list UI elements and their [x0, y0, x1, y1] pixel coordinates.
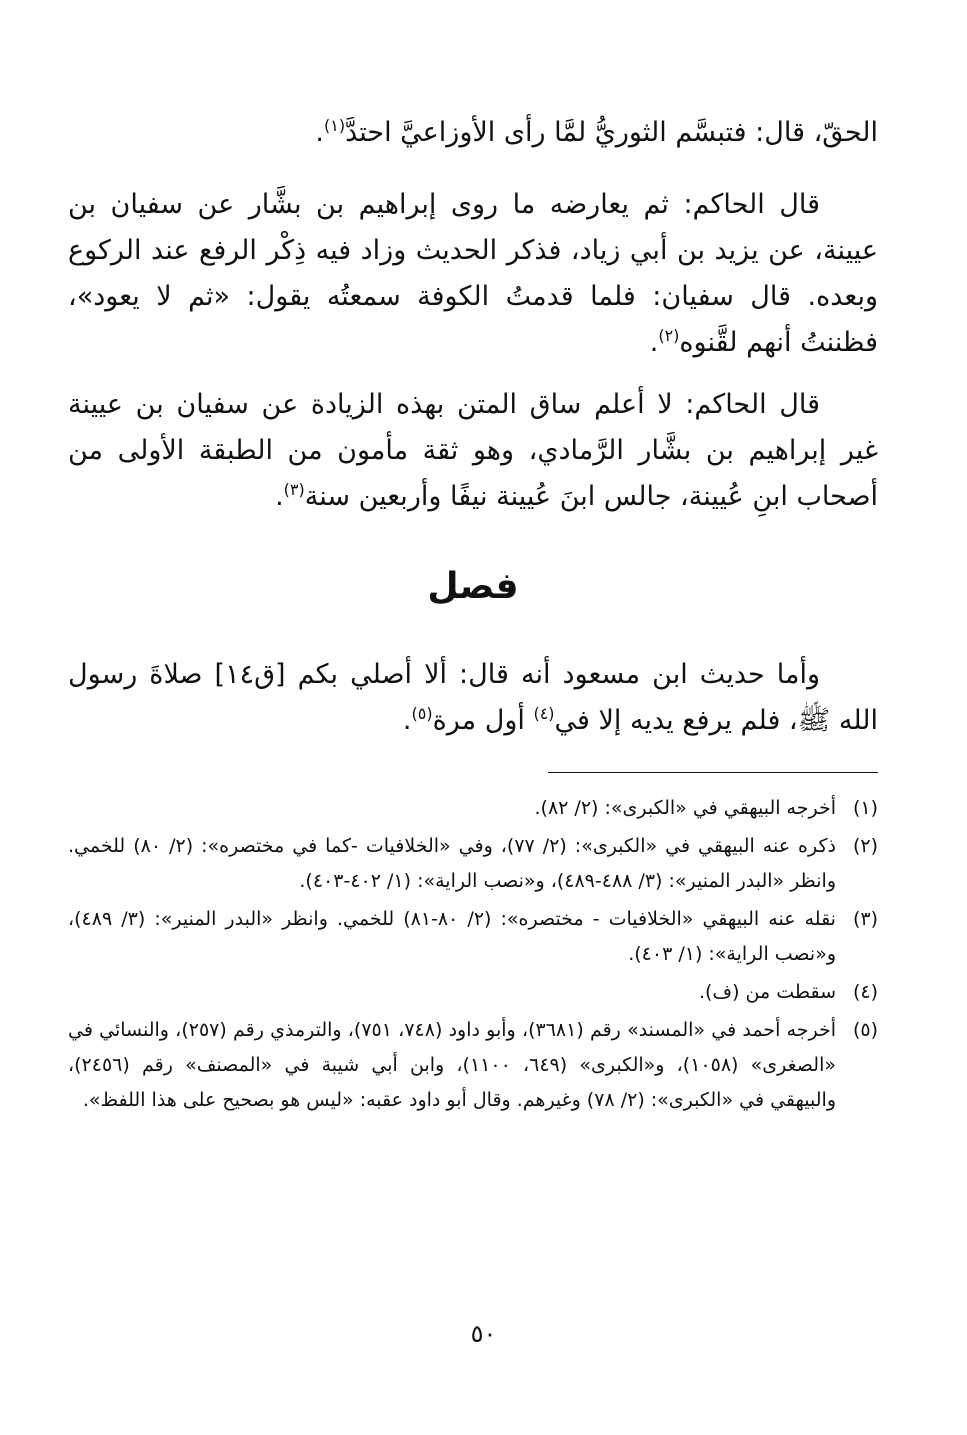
paragraph-ibn-masud [68, 652, 878, 744]
paragraph-end: . [275, 481, 284, 512]
paragraph-hakim-1 [68, 182, 878, 366]
footnote-text: ذكره عنه البيهقي في «الكبرى»: (٢/ ٧٧)، وفي «الخلافيات -كما في مختصره»: (٢/ ٨٠) للخمي. وانظر «البدر المنير»: (٣/ ٤٨٨-٤٨٩)، و«نصب الراية»: (١/ ٤٠٢-٤٠٣). [68, 835, 836, 892]
page-body [68, 110, 878, 1121]
section-heading: فصل [427, 566, 519, 607]
footnote-marker[interactable]: (٣) [283, 480, 305, 499]
page-number: ٥٠ [470, 1320, 497, 1348]
footnote-marker[interactable]: (٢) [658, 326, 680, 345]
footnote-item [68, 1013, 878, 1118]
footnote-number: (١) [852, 797, 878, 819]
footnote-text: أخرجه البيهقي في «الكبرى»: (٢/ ٨٢). [534, 797, 836, 819]
footnote-item [68, 791, 878, 826]
footnote-item [68, 829, 878, 899]
footnote-marker[interactable]: (٤) [533, 704, 555, 723]
footnote-text: أخرجه أحمد في «المسند» رقم (٣٦٨١)، وأبو داود (٧٤٨، ٧٥١)، والترمذي رقم (٢٥٧)، والنسائي في «الصغرى» (١٠٥٨)، و«الكبرى» (٦٤٩، ١١٠٠)، وابن أبي شيبة في «المصنف» رقم (٢٤٥٦)، والبيهقي في «الكبرى»: (٢/ ٧٨) وغيرهم. وقال أبو داود عقبه: «ليس هو بصحيح على هذا اللفظ». [68, 1019, 837, 1111]
footnote-marker[interactable]: (٥) [411, 704, 433, 723]
footnotes-list [68, 791, 878, 1118]
footnote-text: نقله عنه البيهقي «الخلافيات - مختصره»: (٢/ ٨٠-٨١) للخمي. وانظر «البدر المنير»: (٣/ ٤٨٩)، و«نصب الراية»: (١/ ٤٠٣). [68, 908, 836, 965]
footnote-item [68, 902, 878, 972]
paragraph-hakim-2 [68, 382, 878, 520]
paragraph-text: قال الحاكم: لا أعلم ساق المتن بهذه الزيادة عن سفيان بن عيينة غير إبراهيم بن بشَّار الرَّمادي، وهو ثقة مأمون من الطبقة الأولى من أصحاب ابنِ عُيينة، جالس ابنَ عُيينة نيفًا وأربعين سنة [68, 389, 878, 512]
footnote-number: (٤) [852, 981, 878, 1003]
footnote-divider [548, 772, 878, 773]
footnote-number: (٥) [852, 1019, 878, 1041]
paragraph-text: قال الحاكم: ثم يعارضه ما روى إبراهيم بن بشَّار عن سفيان بن عيينة، عن يزيد بن أبي زياد، فذكر الحديث وزاد فيه ذِكْر الرفع عند الركوع وبعده. قال سفيان: فلما قدمتُ الكوفة سمعتُه يقول: «ثم لا يعود»، فظننتُ أنهم لقَّنوه [68, 189, 878, 358]
paragraph-text: الحقّ، قال: فتبسَّم الثوريُّ لمَّا رأى الأوزاعيَّ احتدَّ [345, 117, 878, 148]
paragraph-end: . [649, 327, 659, 358]
paragraph-text: أول مرة [432, 705, 534, 736]
paragraph-continuation [68, 110, 878, 156]
paragraph-end: . [315, 117, 324, 148]
footnote-item [68, 975, 878, 1010]
footnote-text: سقطت من (ف). [698, 981, 836, 1003]
footnote-number: (٣) [852, 908, 878, 930]
paragraph-text: وأما حديث ابن مسعود أنه قال: ألا أصلي بكم [ق١٤] صلاةَ رسول الله ﷺ، فلم يرفع يديه إلا في [68, 659, 878, 736]
footnote-number: (٢) [852, 835, 878, 857]
footnote-marker[interactable]: (١) [323, 116, 346, 135]
paragraph-end: . [402, 705, 412, 736]
